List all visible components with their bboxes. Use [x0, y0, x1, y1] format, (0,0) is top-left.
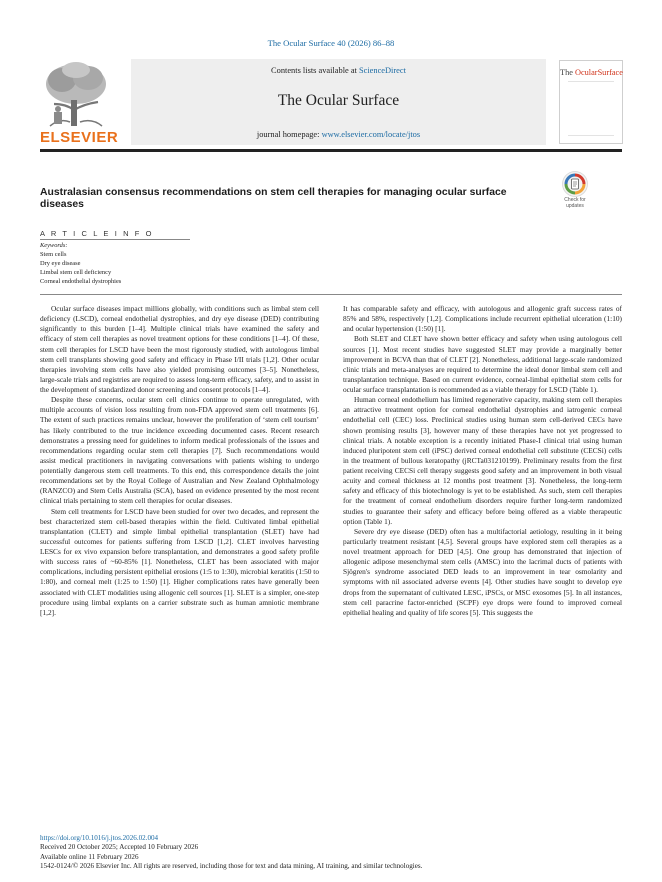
- cover-title: [560, 68, 622, 77]
- keywords-label: Keywords:: [40, 242, 68, 249]
- body-column-right: [343, 304, 622, 618]
- journal-header-box: [131, 59, 546, 145]
- publisher-name: ELSEVIER: [40, 129, 119, 146]
- homepage-line: [131, 130, 546, 139]
- keywords-block: [40, 242, 121, 287]
- doi-link[interactable]: https://doi.org/10.1016/j.jtos.2026.02.004: [40, 834, 159, 842]
- journal-header: [40, 55, 622, 151]
- cover-title-part-2: Ocular: [574, 68, 598, 77]
- contents-prefix: Contents lists available at: [271, 66, 359, 75]
- keyword-item: Dry eye disease: [40, 259, 81, 267]
- body-paragraph: Severe dry eye disease (DED) often has a multifactorial aetiology, resulting in it being particularly treatment resistant [4,5]. Several groups have explored stem cell therapies as a novel treatment approach for DED [4,5]. One group has demonstrated that injection of allogenic adipose mesenchymal stem cells (AMSC) into the lacrimal ducts of patients with Sjögren's syndrome associated DED leads to an improvement in tear osmolarity and symptoms with nil associated adverse events [4]. Other studies have sought to develop eye drops from the supernatant of cultivated LESC, iPSCs, or MSC exosomes [5]. In all instances, stem cell paracrine factor-enriched (SCPF) eye drops were found to improved corneal epithelial healing and quality of life scores [5]. This suggests the: [343, 526, 622, 617]
- sciencedirect-link[interactable]: ScienceDirect: [358, 66, 406, 75]
- body-paragraph: Stem cell treatments for LSCD have been studied for over two decades, and represent the best characterized stem cell-based therapies within the field. Cultivated limbal epithelial transplantation (CLET) and simple limbal epithelial transplantation (SLET) have had successful outcomes for patients suffering from LSCD [1,2]. CLET involves harvesting LESCs for ex vivo expansion before transplantation, and demonstrates a good safety profile with success rates of ~60-85% [1]. Nonetheless, CLET has been associated with major complications, including persistent epithelial erosions (1:5 to 1:30), microbial keratitis (1:50 to 1:80), and corneal melt (1:25 to 1:50) [1]. Higher complications rates have generally been associated with CLET modalities using allogenic cell sources [1]. SLET is a simpler, one-step procedure using limbal explants on a carrier substrate such as human amniotic membrane [1,2].: [40, 506, 319, 617]
- article-info-rule: [40, 239, 190, 240]
- received-dates: Received 20 October 2025; Accepted 10 February 2026: [40, 843, 199, 852]
- header-rule: [40, 149, 622, 152]
- contents-line: [131, 66, 546, 75]
- body-paragraph: Human corneal endothelium has limited regenerative capacity, making stem cell therapies an attractive treatment option for corneal endothelial dystrophies and iatrogenic corneal endothelial cell (CEC) loss. Preclinical studies using human stem cell-derived CECs have shown promising results [3], however many of these therapies have not yet progressed to clinical trials. A notable exception is a recently initiated Phase-I clinical trial using human induced pluripotent stem cell (iPSC) derived corneal endothelial cell substitute (CECSi) cells in the treatment of bullous keratopathy (jRCTa031210199). Preliminary results from the first patient receiving CECSi cell therapy suggests good safety and an improvement in both visual acuity and corneal thickness at 12 months post treatment [3]. Nonetheless, the long-term safety and efficacy of this biotechnology is yet to be established. As such, stem cell therapies for the treatment of corneal endothelium disorders require further long-term randomized studies to guarantee their safety and efficacy before being offered as a viable therapeutic option (Table 1).: [343, 395, 622, 526]
- article-title: Australasian consensus recommendations on stem cell therapies for managing ocular surface diseases: [40, 187, 507, 211]
- keyword-item: Stem cells: [40, 250, 67, 258]
- journal-citation[interactable]: The Ocular Surface 40 (2026) 86–88: [267, 38, 395, 48]
- homepage-link[interactable]: www.elsevier.com/locate/jtos: [321, 130, 421, 139]
- cover-divider: [568, 81, 614, 82]
- keyword-item: Corneal endothelial dystrophies: [40, 277, 122, 285]
- article-footer: [40, 834, 630, 871]
- cover-title-part-1: The: [560, 68, 575, 77]
- copyright-notice: 1542-0124/© 2026 Elsevier Inc. All rights are reserved, including those for text and data mining, AI training, and similar technologies.: [40, 861, 423, 870]
- journal-cover-thumbnail[interactable]: [559, 60, 623, 144]
- homepage-prefix: journal homepage:: [256, 130, 322, 139]
- body-paragraph: Both SLET and CLET have shown better efficacy and safety when using autologous cell sources [1]. Most recent studies have suggested SLET may provide a marginally better improvement in BCVA than that of CLET [2]. Nonetheless, additional large-scale randomized clinic trials and meta-analyses are required to determine the ideal donor limbal stem cell and transplantation technique. Based on current evidence, corneal-limbal epithelial stem cells for ocular surface transplantation is recommended as a viable therapy for LSCD (Table 1).: [343, 334, 622, 394]
- body-top-rule: [40, 294, 622, 295]
- body-paragraph: It has comparable safety and efficacy, with autologous and allogenic graft success rates of 85% and 58%, respectively [1,2]. Complications include recurrent epithelial ulceration (1:10) and ocular hypertension (1:50) [1].: [343, 304, 622, 334]
- keyword-item: Limbal stem cell deficiency: [40, 268, 112, 276]
- check-for-updates-line-1: Check for: [564, 197, 586, 203]
- cover-divider: [568, 135, 614, 136]
- check-for-updates-label: [560, 198, 590, 209]
- available-online-date: Available online 11 February 2026: [40, 852, 139, 861]
- cover-title-part-3: Surface: [597, 68, 623, 77]
- body-column-left: [40, 304, 319, 618]
- article-info-heading: A R T I C L E I N F O: [40, 229, 154, 238]
- journal-name: The Ocular Surface: [277, 92, 400, 109]
- check-for-updates-icon[interactable]: [562, 171, 588, 197]
- body-paragraph: Ocular surface diseases impact millions globally, with conditions such as limbal stem cell deficiency (LSCD), corneal endothelial dystrophies, and dry eye disease (DED) contributing significantly to this burden [1–4]. Multiple clinical trials have examined the safety and efficacy of stem cell therapies as novel treatment options for these conditions [1–4]. Of these, stem cell therapies for LSCD have been the most rigorously studied, with autologous limbal stem cell transplants showing good safety and efficacy in Phase I/II trials [1,2]. Other ocular therapies involving stem cells have also yielded promising outcomes [3–5]. Nonetheless, large-scale trials and registries are required to assess long-term efficacy, safety, and to assist in the development of standardized donor screening and consent protocols [1–4].: [40, 304, 319, 394]
- check-for-updates-line-2: updates: [566, 202, 584, 209]
- body-paragraph: Despite these concerns, ocular stem cell clinics continue to operate unregulated, with multiple accounts of vision loss resulting from non-FDA approved stem cell treatments [6]. The extent of such practices remains unclear, however the proliferation of ‘stem cell tourism’ has likely contributed to the true incidence exceeding documented cases. Recent research demonstrates a pressing need for guidelines to inform medical professionals of the issues and recommendations regarding ocular stem cell therapies [7]. Such recommendations would assist medical practitioners in navigating conversations with patients wishing to undergo potentially dangerous stem cell treatments. To this end, this correspondence details the joint recommendations set by the Royal College of Australian and New Zealand Ophthalmology (RANZCO) and Stem Cells Australia (SCA), based on evidence presented by the most recent clinical trials pertaining to stem cell therapies for ocular diseases.: [40, 395, 319, 506]
